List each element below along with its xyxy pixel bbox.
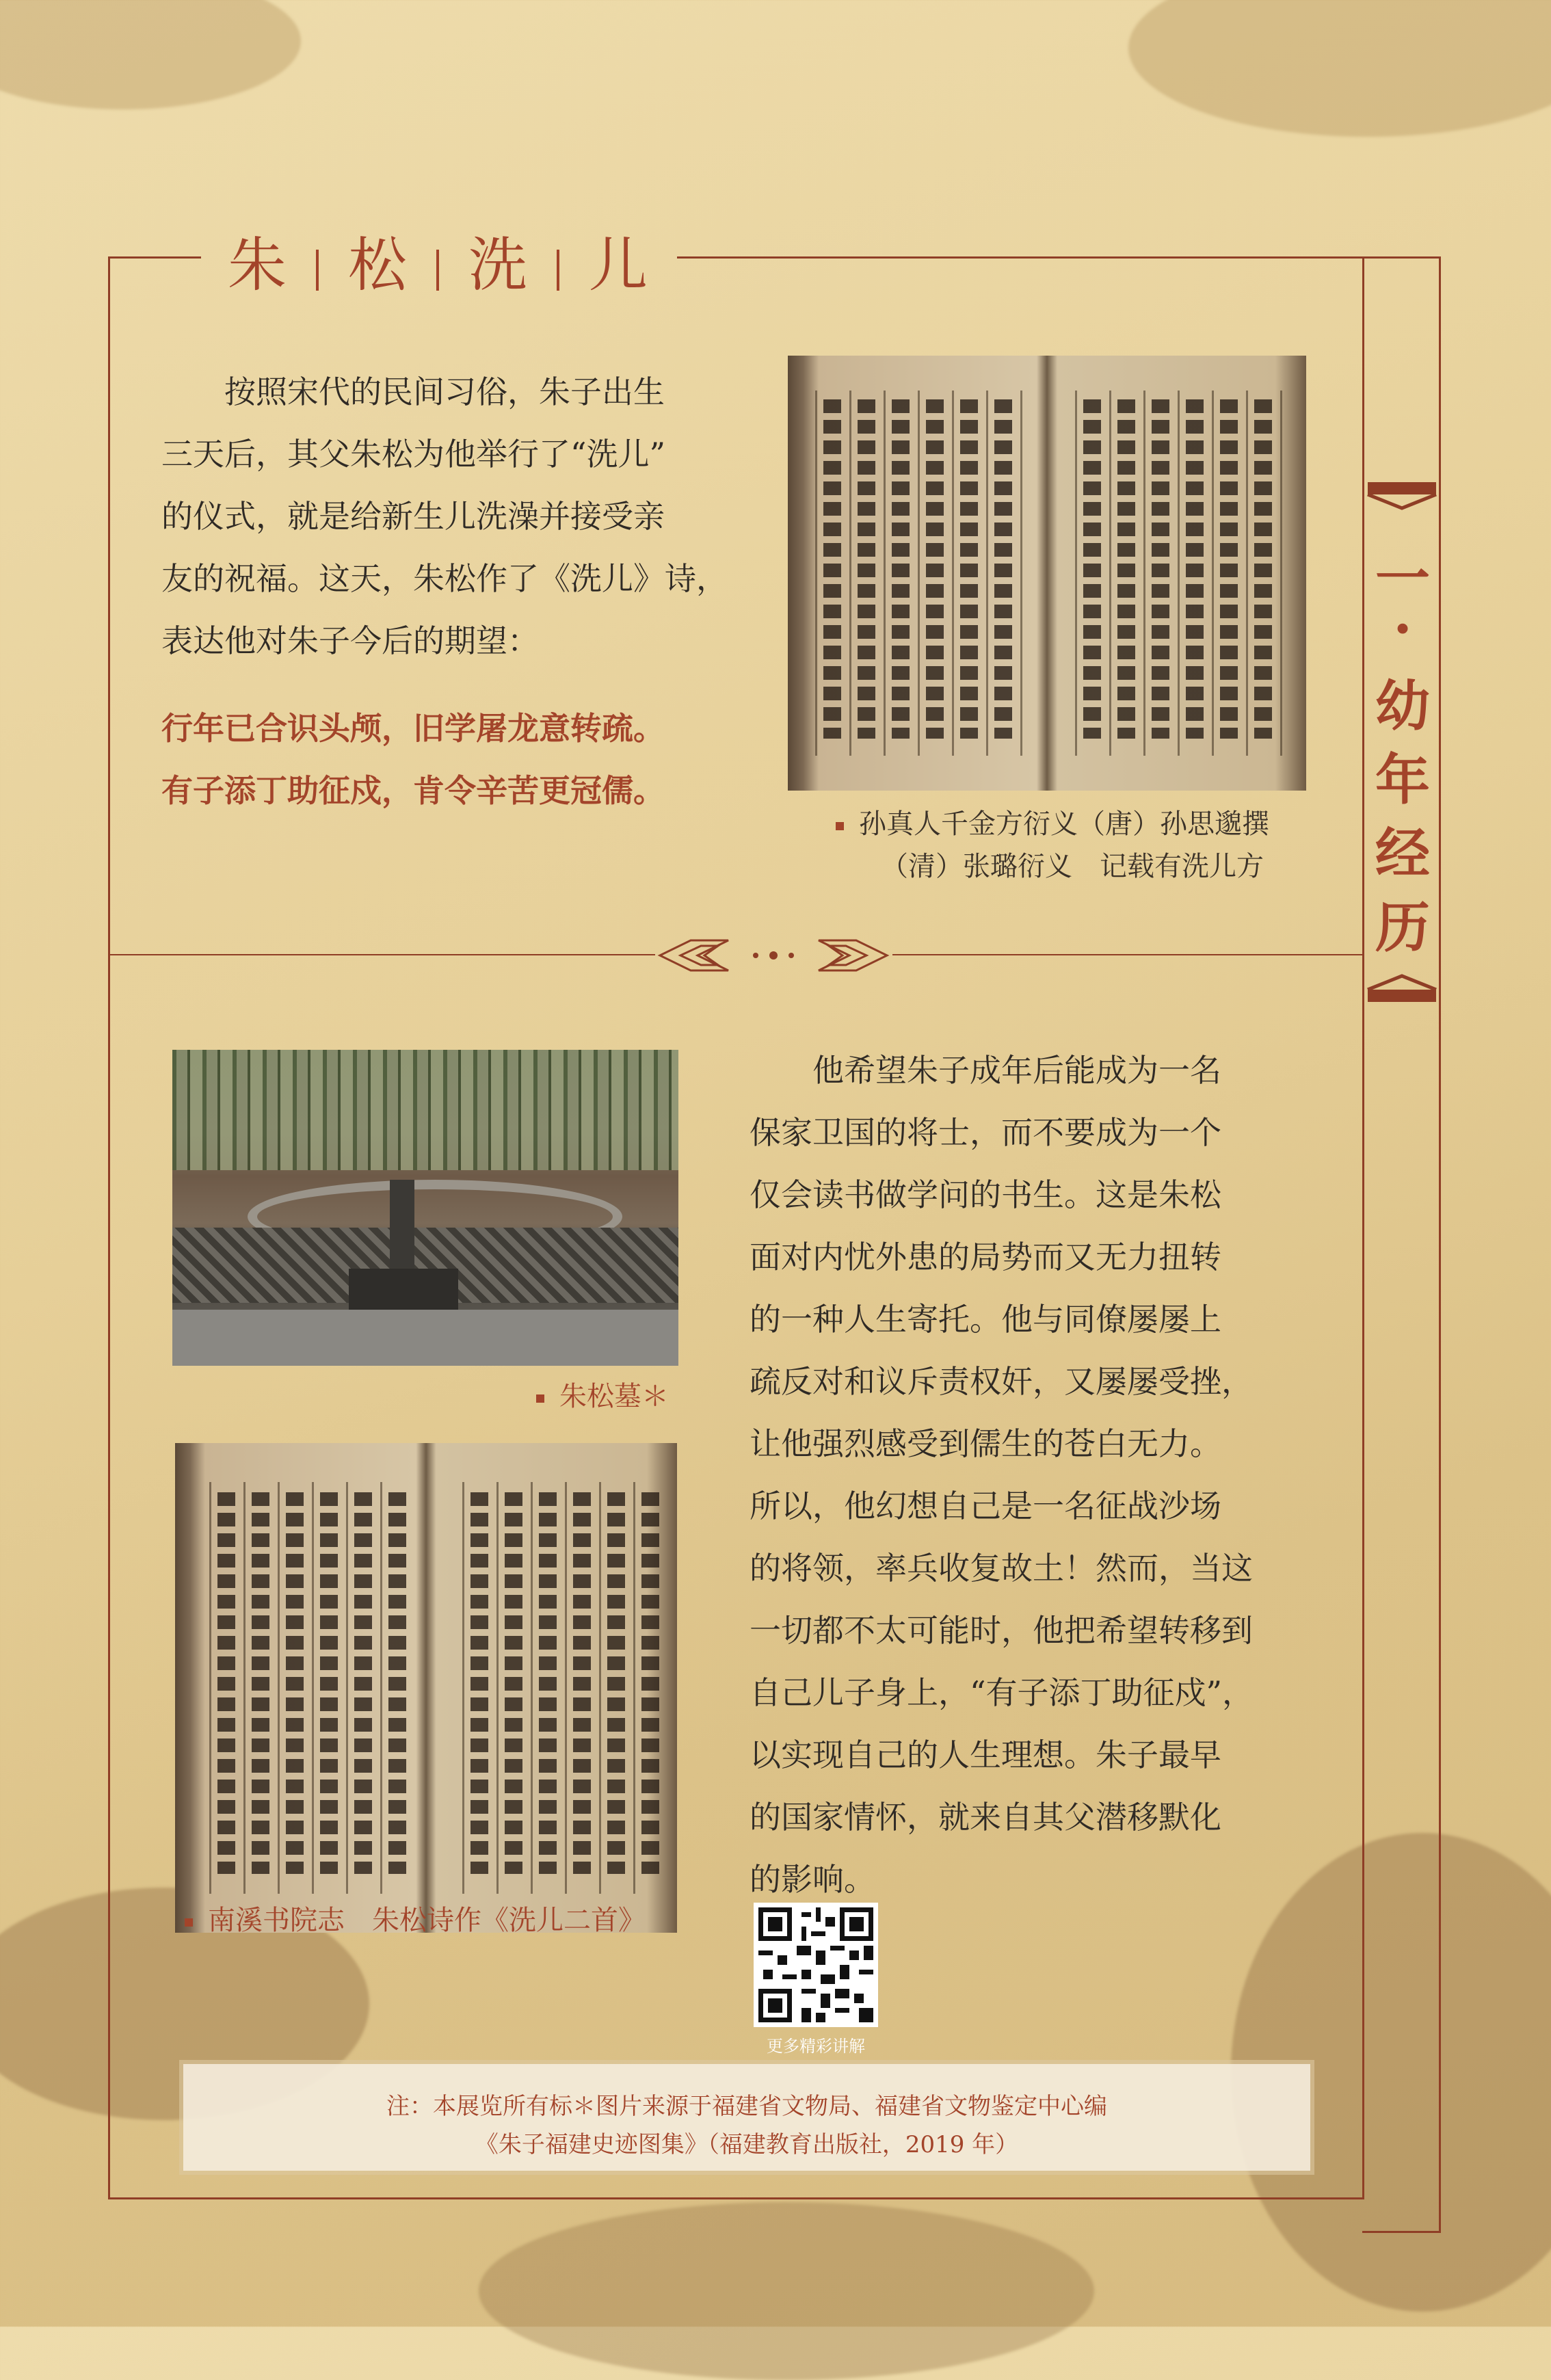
caption-bullet-icon	[185, 1918, 193, 1927]
page-title: 朱 松 洗 儿	[228, 231, 648, 300]
divider-right	[892, 954, 1364, 955]
frame-left	[108, 256, 110, 2199]
frame-bottom	[108, 2197, 1364, 2199]
frame-top-right	[677, 256, 1362, 259]
paper-stain	[479, 2202, 1094, 2380]
book1-caption: 孙真人千金方衍义（唐）孙思邈撰	[836, 804, 1269, 845]
ancient-book-image-1	[788, 356, 1306, 791]
side-frame-right	[1439, 256, 1441, 2233]
chapter-char: 一	[1375, 546, 1430, 611]
ancient-book-image-2	[175, 1443, 677, 1933]
side-frame-bottom	[1362, 2231, 1441, 2233]
qr-caption: 更多精彩讲解	[767, 2037, 865, 2056]
caption-bullet-icon	[836, 822, 844, 830]
chapter-char: 历	[1375, 895, 1430, 960]
chapter-char: 幼	[1375, 674, 1430, 738]
chapter-char: ·	[1393, 596, 1412, 661]
caption-bullet-icon	[536, 1394, 544, 1403]
tomb-caption: 朱松墓＊	[536, 1376, 669, 1417]
chapter-char: 年	[1375, 748, 1430, 812]
poem: 行年已合识头颅，旧学屠龙意转疏。 有子添丁助征戍，肯令辛苦更冠儒。	[161, 710, 665, 809]
side-frame-top	[1362, 256, 1441, 259]
book2-caption: 南溪书院志 朱松诗作《洗儿二首》	[185, 1900, 646, 1941]
book1-caption-2: （清）张璐衍义 记载有洗儿方	[881, 851, 1264, 882]
paper-stain	[1128, 0, 1551, 137]
source-note-line2: 《朱子福建史迹图集》（福建教育出版社，2019 年）	[475, 2131, 1019, 2158]
source-note	[183, 2064, 1310, 2171]
zhusong-tomb-image	[172, 1050, 678, 1366]
frame-right	[1362, 256, 1364, 2199]
intro-paragraph: 按照宋代的民间习俗，朱子出生 三天后，其父朱松为他举行了“洗儿” 的仪式，就是给新生儿洗澡并接受亲 友的祝福。这天，朱松作了《洗儿》诗， 表达他对朱子今后的期望：	[161, 373, 728, 659]
divider-left	[108, 954, 655, 955]
main-paragraph: 他希望朱子成年后能成为一名 保家卫国的将士，而不要成为一个 仅会读书做学问的书生。这是朱松 面对内忧外患的局势而又无力扭转 的一种人生寄托。他与同僚屡屡上 疏反对和议斥责权奸，又屡屡受挫， 让他强烈感受到儒生的苍白无力。 所以，他幻想自己是一名征战沙场 的将领，率兵收复故土！然而，当这 一切都不太可能时，他把希望转移到 自己儿子身上，“有子添丁助征戍”， 以实现自己的人生理想。朱子最早 的国家情怀，就来自其父潜移默化 的影响。	[750, 1052, 1254, 1898]
divider-ornament	[653, 934, 894, 977]
chapter-char: 经	[1375, 821, 1430, 886]
paper-stain	[0, 0, 301, 109]
qr-code-icon	[754, 1903, 878, 2027]
frame-top-left	[108, 256, 201, 259]
qr-code[interactable]	[754, 1903, 878, 2027]
source-note-line1: 注：本展览所有标＊图片来源于福建省文物局、福建省文物鉴定中心编	[386, 2093, 1107, 2120]
